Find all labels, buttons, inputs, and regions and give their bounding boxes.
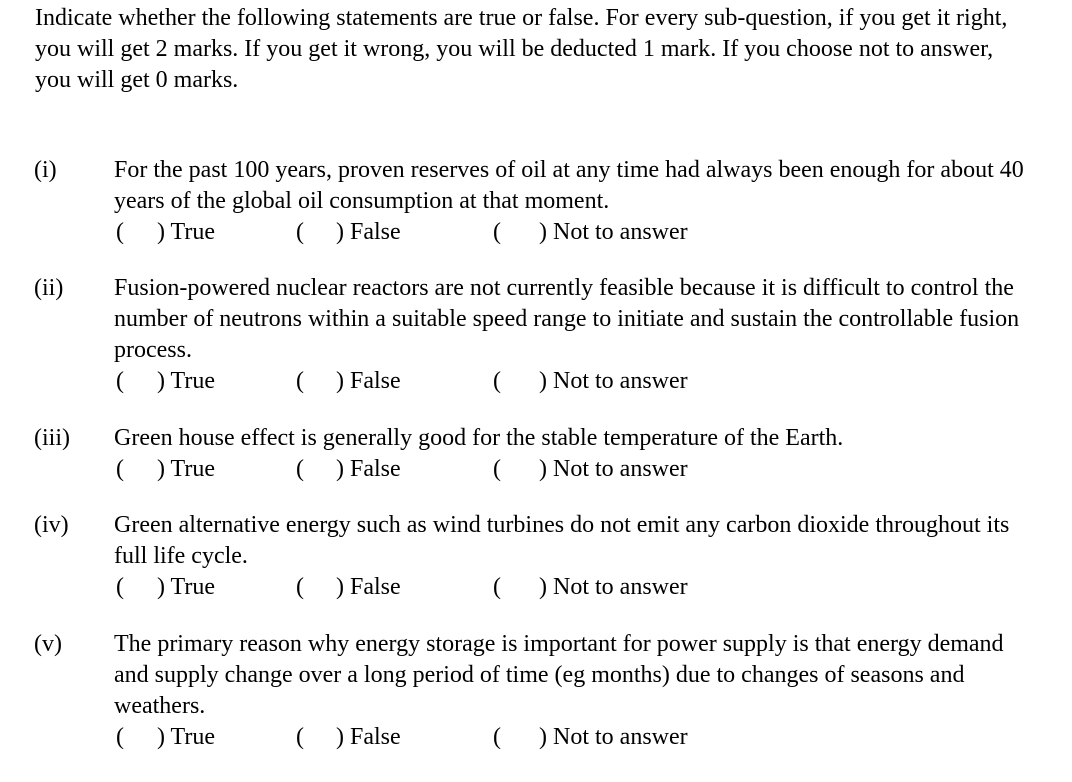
question-body (114, 510, 1029, 603)
false-option[interactable]: ) False (336, 724, 401, 750)
false-option-paren[interactable]: ( (296, 724, 304, 750)
not-answer-option-paren[interactable]: ( (493, 724, 501, 750)
question-number: (iv) (34, 512, 69, 538)
false-option[interactable]: ) False (336, 456, 401, 482)
question-number: (v) (34, 631, 62, 657)
not-answer-option-paren[interactable]: ( (493, 219, 501, 245)
false-option[interactable]: ) False (336, 368, 401, 394)
false-option-paren[interactable]: ( (296, 574, 304, 600)
question-statement: Green house effect is generally good for the stable temperature of the Earth. (114, 425, 844, 451)
not-answer-option-paren[interactable]: ( (493, 456, 501, 482)
question-number: (iii) (34, 425, 70, 451)
not-answer-option[interactable]: ) Not to answer (539, 368, 688, 394)
false-option[interactable]: ) False (336, 219, 401, 245)
answer-options (114, 217, 1029, 248)
true-option-paren[interactable]: ( (116, 219, 124, 245)
question-body (114, 629, 1029, 753)
false-option[interactable]: ) False (336, 574, 401, 600)
not-answer-option[interactable]: ) Not to answer (539, 724, 688, 750)
true-option[interactable]: ) True (157, 456, 216, 482)
true-option[interactable]: ) True (157, 574, 216, 600)
question-statement: For the past 100 years, proven reserves of oil at any time had always been enough for about 40 years of the global oil consumption at that moment. (114, 157, 1024, 214)
true-option[interactable]: ) True (157, 724, 216, 750)
question-body (114, 423, 1029, 485)
answer-options (114, 366, 1029, 397)
not-answer-option[interactable]: ) Not to answer (539, 574, 688, 600)
not-answer-option-paren[interactable]: ( (493, 368, 501, 394)
true-option-paren[interactable]: ( (116, 574, 124, 600)
true-option-paren[interactable]: ( (116, 456, 124, 482)
false-option-paren[interactable]: ( (296, 368, 304, 394)
question-body (114, 273, 1029, 397)
question-statement: Green alternative energy such as wind turbines do not emit any carbon dioxide throughout its full life cycle. (114, 512, 1010, 569)
question-body (114, 155, 1029, 248)
question-statement: Fusion-powered nuclear reactors are not currently feasible because it is difficult to control the number of neutrons within a suitable speed range to initiate and sustain the controllable fusion process. (114, 275, 1020, 363)
question-statement: The primary reason why energy storage is important for power supply is that energy demand and supply change over a long period of time (eg months) due to changes of seasons and weathers. (114, 631, 1004, 719)
answer-options (114, 722, 1029, 753)
not-answer-option[interactable]: ) Not to answer (539, 456, 688, 482)
true-option[interactable]: ) True (157, 368, 216, 394)
true-option[interactable]: ) True (157, 219, 216, 245)
answer-options (114, 572, 1029, 603)
question-number: (ii) (34, 275, 64, 301)
not-answer-option-paren[interactable]: ( (493, 574, 501, 600)
answer-options (114, 454, 1029, 485)
false-option-paren[interactable]: ( (296, 219, 304, 245)
true-option-paren[interactable]: ( (116, 368, 124, 394)
not-answer-option[interactable]: ) Not to answer (539, 219, 688, 245)
question-number: (i) (34, 157, 57, 183)
instructions-text: Indicate whether the following statements are true or false. For every sub-question, if you get it right, you will get 2 marks. If you get it wrong, you will be deducted 1 mark. If you choose not to answer, you will get 0 marks. (35, 5, 1008, 93)
true-option-paren[interactable]: ( (116, 724, 124, 750)
false-option-paren[interactable]: ( (296, 456, 304, 482)
